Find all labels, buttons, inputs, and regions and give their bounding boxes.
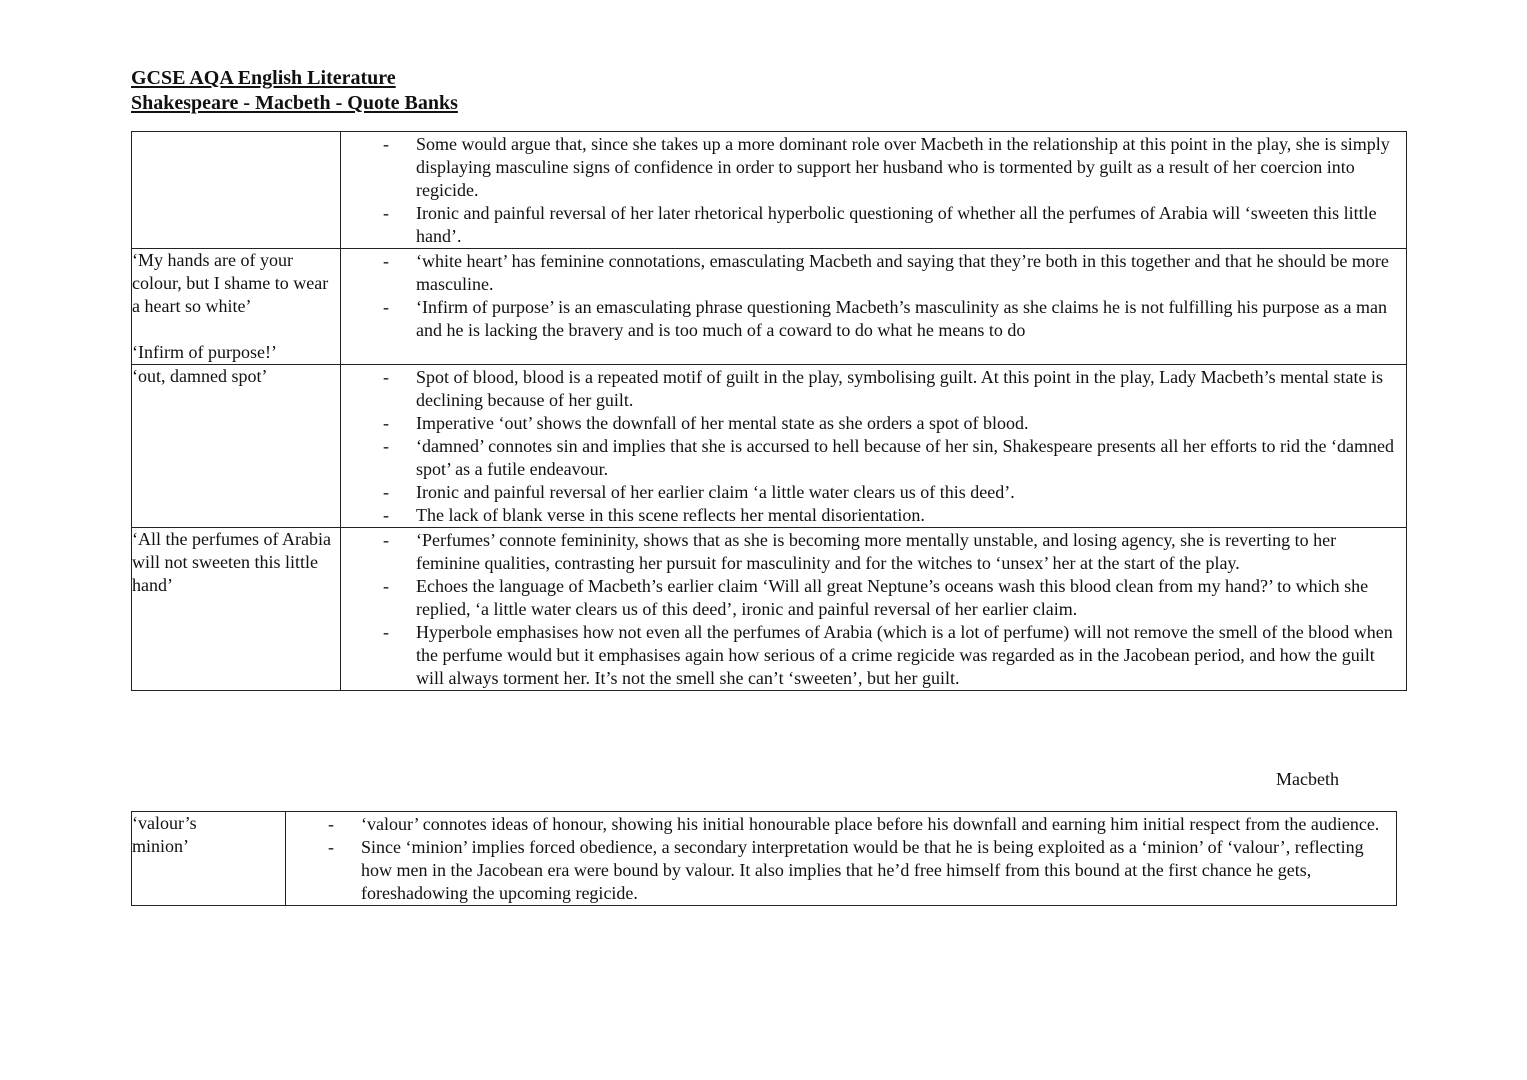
document-title: Shakespeare - Macbeth - Quote Banks [131, 92, 458, 114]
analysis-point: - ‘Perfumes’ connote femininity, shows that as she is becoming more mentally unstable, and losing agency, she is reverting to her feminine qualities, contrasting her pursuit for masculinity and for the witches to ‘unsex’ her at the start of the play. [416, 529, 1396, 575]
table-row [132, 249, 1407, 365]
analysis-point: - Imperative ‘out’ shows the downfall of her mental state as she orders a spot of blood. [416, 412, 1396, 435]
analysis-point: - Spot of blood, blood is a repeated motif of guilt in the play, symbolising guilt. At this point in the play, Lady Macbeth’s mental state is declining because of her guilt. [416, 366, 1396, 412]
analysis-cell [341, 528, 1407, 691]
quote-cell [132, 365, 341, 528]
table-row [132, 132, 1407, 249]
analysis-point: - ‘valour’ connotes ideas of honour, showing his initial honourable place before his downfall and earning him initial respect from the audience. [361, 813, 1386, 836]
quote-text: ‘All the perfumes of Arabia will not sweeten this little hand’ [132, 529, 331, 595]
quote-text: ‘Infirm of purpose!’ [132, 342, 277, 362]
analysis-cell [341, 132, 1407, 249]
quote-text: ‘valour’s minion’ [132, 813, 197, 856]
table-row [132, 365, 1407, 528]
section-label-macbeth: Macbeth [1276, 769, 1339, 789]
quote-spacer [132, 318, 340, 341]
lady-macbeth-quote-table [131, 131, 1407, 691]
quote-cell [132, 249, 341, 365]
analysis-point: - Since ‘minion’ implies forced obedience, a secondary interpretation would be that he is being exploited as a ‘minion’ of ‘valour’, reflecting how men in the Jacobean era were bound by valour. It also implies that he’d free himself from this bound at the first chance he gets, foreshadowing the upcoming regicide. [361, 836, 1386, 905]
analysis-point: - ‘Infirm of purpose’ is an emasculating phrase questioning Macbeth’s masculinity as she claims he is not fulfilling his purpose as a man and he is lacking the bravery and is too much of a coward to do what he means to do [416, 296, 1396, 342]
quote-cell [132, 812, 286, 906]
table-row [132, 528, 1407, 691]
analysis-cell [341, 249, 1407, 365]
quote-text: ‘out, damned spot’ [132, 366, 268, 386]
analysis-point: - Echoes the language of Macbeth’s earlier claim ‘Will all great Neptune’s oceans wash this blood clean from my hand?’ to which she replied, ‘a little water clears us of this deed’, ironic and painful reversal of her earlier claim. [416, 575, 1396, 621]
analysis-cell [286, 812, 1397, 906]
analysis-point: - Ironic and painful reversal of her earlier claim ‘a little water clears us of this deed’. [416, 481, 1396, 504]
analysis-point: - ‘damned’ connotes sin and implies that she is accursed to hell because of her sin, Shakespeare presents all her efforts to rid the ‘damned spot’ as a futile endeavour. [416, 435, 1396, 481]
quote-cell [132, 132, 341, 249]
analysis-point: - Hyperbole emphasises how not even all the perfumes of Arabia (which is a lot of perfume) will not remove the smell of the blood when the perfume would but it emphasises again how serious of a crime regicide was regarded as in the Jacobean period, and how the guilt will always torment her. It’s not the smell she can’t ‘sweeten’, but her guilt. [416, 621, 1396, 690]
analysis-point: - Ironic and painful reversal of her later rhetorical hyperbolic questioning of whether all the perfumes of Arabia will ‘sweeten this little hand’. [416, 202, 1396, 248]
document-heading [131, 66, 458, 116]
analysis-point: - ‘white heart’ has feminine connotations, emasculating Macbeth and saying that they’re both in this together and that he should be more masculine. [416, 250, 1396, 296]
quote-cell [132, 528, 341, 691]
macbeth-quote-table [131, 811, 1397, 906]
course-title: GCSE AQA English Literature [131, 67, 396, 89]
quote-text: ‘My hands are of your colour, but I shame to wear a heart so white’ [132, 250, 329, 316]
table-row [132, 812, 1397, 906]
analysis-cell [341, 365, 1407, 528]
analysis-point: - Some would argue that, since she takes up a more dominant role over Macbeth in the relationship at this point in the play, she is simply displaying masculine signs of confidence in order to support her husband who is tormented by guilt as a result of her coercion into regicide. [416, 133, 1396, 202]
analysis-point: - The lack of blank verse in this scene reflects her mental disorientation. [416, 504, 1396, 527]
